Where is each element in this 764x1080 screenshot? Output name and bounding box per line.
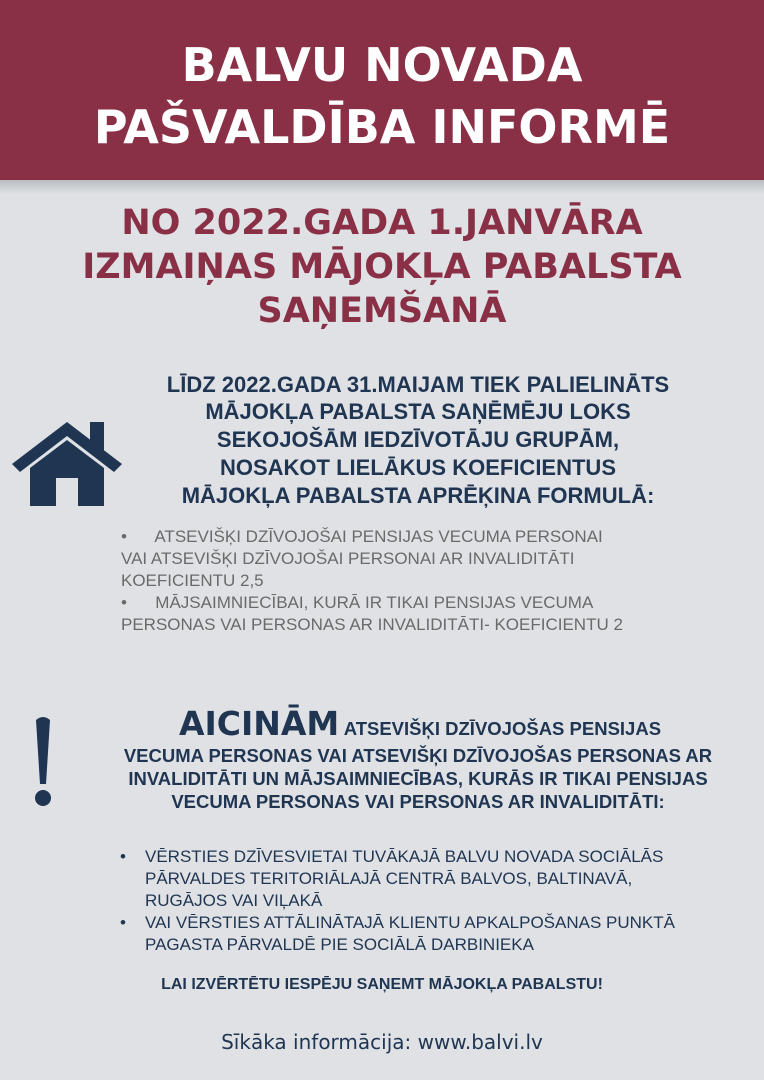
subtitle-line-2: IZMAIŅAS MĀJOKĻA PABALSTA	[82, 247, 682, 287]
footer-info: Sīkāka informācija: www.balvi.lv	[221, 1030, 543, 1054]
list-item-line: PĀRVALDES TERITORIĀLAJĀ CENTRĀ BALVOS, BALTINAVĀ,	[145, 869, 633, 888]
section2-line-1: VECUMA PERSONAS VAI ATSEVIŠĶI DZĪVOJOŠAS PERSONAS AR	[123, 745, 713, 766]
list-item-line: VĒRSTIES DZĪVESVIETAI TUVĀKAJĀ BALVU NOVADA SOCIĀLĀS	[145, 847, 664, 866]
bullet: •	[120, 913, 126, 932]
header-title-line-2: PAŠVALDĪBA INFORMĒ	[93, 100, 671, 154]
section2-line-3: VECUMA PERSONAS VAI PERSONAS AR INVALIDITĀTI:	[171, 791, 665, 812]
header-shadow	[0, 180, 764, 194]
section1-bullet-list	[121, 526, 623, 636]
bullet-line: KOEFICIENTU 2,5	[121, 571, 264, 590]
section1-heading-line-5: MĀJOKĻA PABALSTA APRĒĶINA FORMULĀ:	[181, 483, 655, 508]
lead-word: AICINĀM	[178, 704, 340, 743]
section2-lead-line	[38, 704, 764, 743]
section1-heading-line-1: LĪDZ 2022.GADA 31.MAIJAM TIEK PALIELINĀTS	[166, 372, 670, 397]
section2-line-2: INVALIDITĀTI UN MĀJSAIMNIECĪBAS, KURĀS IR TIKAI PENSIJAS	[128, 768, 708, 789]
subtitle-line-1: NO 2022.GADA 1.JANVĀRA	[121, 203, 643, 243]
section1-heading-line-4: NOSAKOT LIELĀKUS KOEFICIENTUS	[219, 455, 616, 480]
section1-heading-line-3: SEKOJOŠĀM IEDZĪVOTĀJU GRUPĀM,	[216, 427, 620, 452]
list-item	[120, 846, 675, 912]
list-item	[120, 912, 675, 956]
closing-text: LAI IZVĒRTĒTU IESPĒJU SAŅEMT MĀJOKĻA PABALSTU!	[161, 976, 603, 993]
bullet-line: VAI ATSEVIŠĶI DZĪVOJOŠAI PERSONAI AR INVALIDITĀTI	[121, 549, 575, 568]
header-title-line-1: BALVU NOVADA	[181, 38, 583, 92]
list-item-line: RUGĀJOS VAI VIĻAKĀ	[145, 891, 323, 910]
bullet: •	[120, 847, 126, 866]
list-item-line: VAI VĒRSTIES ATTĀLINĀTAJĀ KLIENTU APKALPOŠANAS PUNKTĀ	[145, 913, 675, 932]
bullet-line: • MĀJSAIMNIECĪBAI, KURĀ IR TIKAI PENSIJAS VECUMA	[121, 593, 594, 612]
bullet-line: PERSONAS VAI PERSONAS AR INVALIDITĀTI- KOEFICIENTU 2	[121, 615, 623, 634]
subtitle-line-3: SAŅEMŠANĀ	[257, 291, 507, 331]
section1-heading-line-2: MĀJOKĻA PABALSTA SAŅĒMĒJU LOKS	[205, 399, 631, 424]
section2-bullet-list	[120, 846, 675, 956]
bullet-line: • ATSEVIŠĶI DZĪVOJOŠAI PENSIJAS VECUMA PERSONAI	[121, 527, 603, 546]
lead-rest: ATSEVIŠĶI DZĪVOJOŠAS PENSIJAS	[343, 718, 662, 739]
list-item-line: PAGASTA PĀRVALDĒ PIE SOCIĀLĀ DARBINIEKA	[145, 935, 534, 954]
